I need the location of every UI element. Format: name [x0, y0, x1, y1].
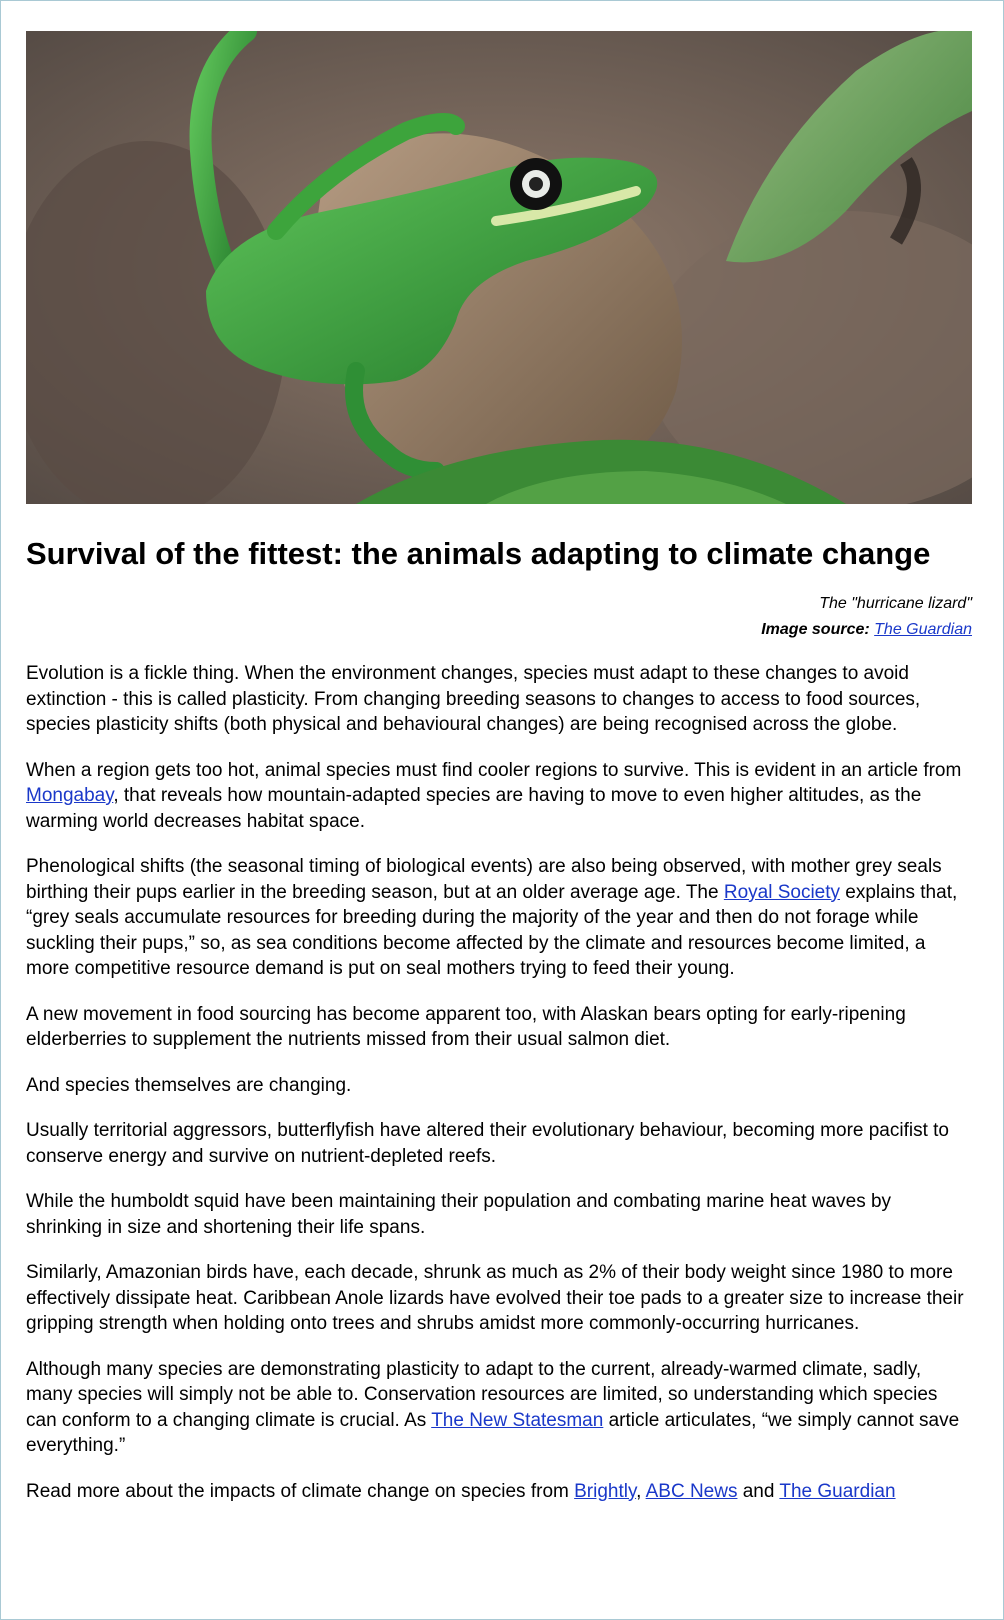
- paragraph-9: [26, 1357, 972, 1459]
- paragraph-9-text-b: article articulates, “we simply cannot save everything.”: [26, 1409, 960, 1456]
- paragraph-2-text-b: , that reveals how mountain-adapted species are having to move to even higher altitudes, as the warming world decreases habitat space.: [26, 785, 922, 832]
- paragraph-3-text-b: explains that, “grey seals accumulate resources for breeding during the majority of the year and then do not forage while suckling their pups,” so, as sea conditions become affected by the climate and resources become limited, a more competitive resource demand is put on seal mothers trying to feed their young.: [26, 881, 958, 979]
- brightly-link[interactable]: Brightly: [574, 1480, 637, 1502]
- caption-source-label: Image source:: [761, 621, 870, 638]
- paragraph-5: And species themselves are changing.: [26, 1074, 352, 1096]
- paragraph-3: [26, 854, 972, 982]
- paragraph-8: Similarly, Amazonian birds have, each decade, shrunk as much as 2% of their body weight since 1980 to more effectively dissipate heat. Caribbean Anole lizards have evolved their toe pads to a greater size to increase their gripping strength when holding onto trees and shrubs amidst more commonly-occurring hurricanes.: [26, 1262, 964, 1334]
- article-title: Survival of the fittest: the animals adapting to climate change: [26, 536, 931, 571]
- paragraph-2-text-a: When a region gets too hot, animal species must find cooler regions to survive. This is evident in an article from: [26, 759, 962, 781]
- caption-source: [26, 617, 972, 643]
- paragraph-1: Evolution is a fickle thing. When the environment changes, species must adapt to these changes to avoid extinction - this is called plasticity. From changing breeding seasons to changes to access to food sources, species plasticity shifts (both physical and behavioural changes) are being recognised across the globe.: [26, 663, 921, 735]
- paragraph-6: Usually territorial aggressors, butterflyfish have altered their evolutionary behaviour, becoming more pacifist to conserve energy and survive on nutrient-depleted reefs.: [26, 1120, 950, 1167]
- guardian-image-link[interactable]: The Guardian: [874, 621, 972, 638]
- paragraph-10: [26, 1479, 972, 1505]
- article: [26, 31, 972, 1502]
- mongabay-link[interactable]: Mongabay: [26, 785, 114, 806]
- comma-separator: ,: [636, 1480, 646, 1502]
- paragraph-10-text: Read more about the impacts of climate change on species from: [26, 1480, 575, 1502]
- royal-society-link[interactable]: Royal Society: [723, 881, 841, 903]
- paragraph-7: While the humboldt squid have been maintaining their population and combating marine heat waves by shrinking in size and shortening their life spans.: [26, 1191, 892, 1238]
- paragraph-3-text-a: Phenological shifts (the seasonal timing of biological events) are also being observed, with mother grey seals birthing their pups earlier in the breeding season, but at an older average age. The: [26, 856, 942, 903]
- caption-text: The "hurricane lizard": [819, 595, 972, 612]
- paragraph-4: A new movement in food sourcing has become apparent too, with Alaskan bears opting for early-ripening elderberries to supplement the nutrients missed from their usual salmon diet.: [26, 1003, 906, 1050]
- article-body: [26, 661, 972, 1524]
- and-separator: and: [737, 1480, 780, 1502]
- hero-image: [26, 31, 972, 504]
- guardian-link[interactable]: The Guardian: [779, 1480, 896, 1502]
- abc-news-link[interactable]: ABC News: [645, 1480, 738, 1502]
- image-caption: [26, 591, 972, 643]
- paragraph-9-text-a: Although many species are demonstrating plasticity to adapt to the current, already-warmed climate, sadly, many species will simply not be able to. Conservation resources are limited, so understanding which species can conform to a changing climate is crucial. As: [26, 1358, 938, 1431]
- new-statesman-link[interactable]: The New Statesman: [431, 1409, 604, 1431]
- paragraph-2: [26, 758, 972, 835]
